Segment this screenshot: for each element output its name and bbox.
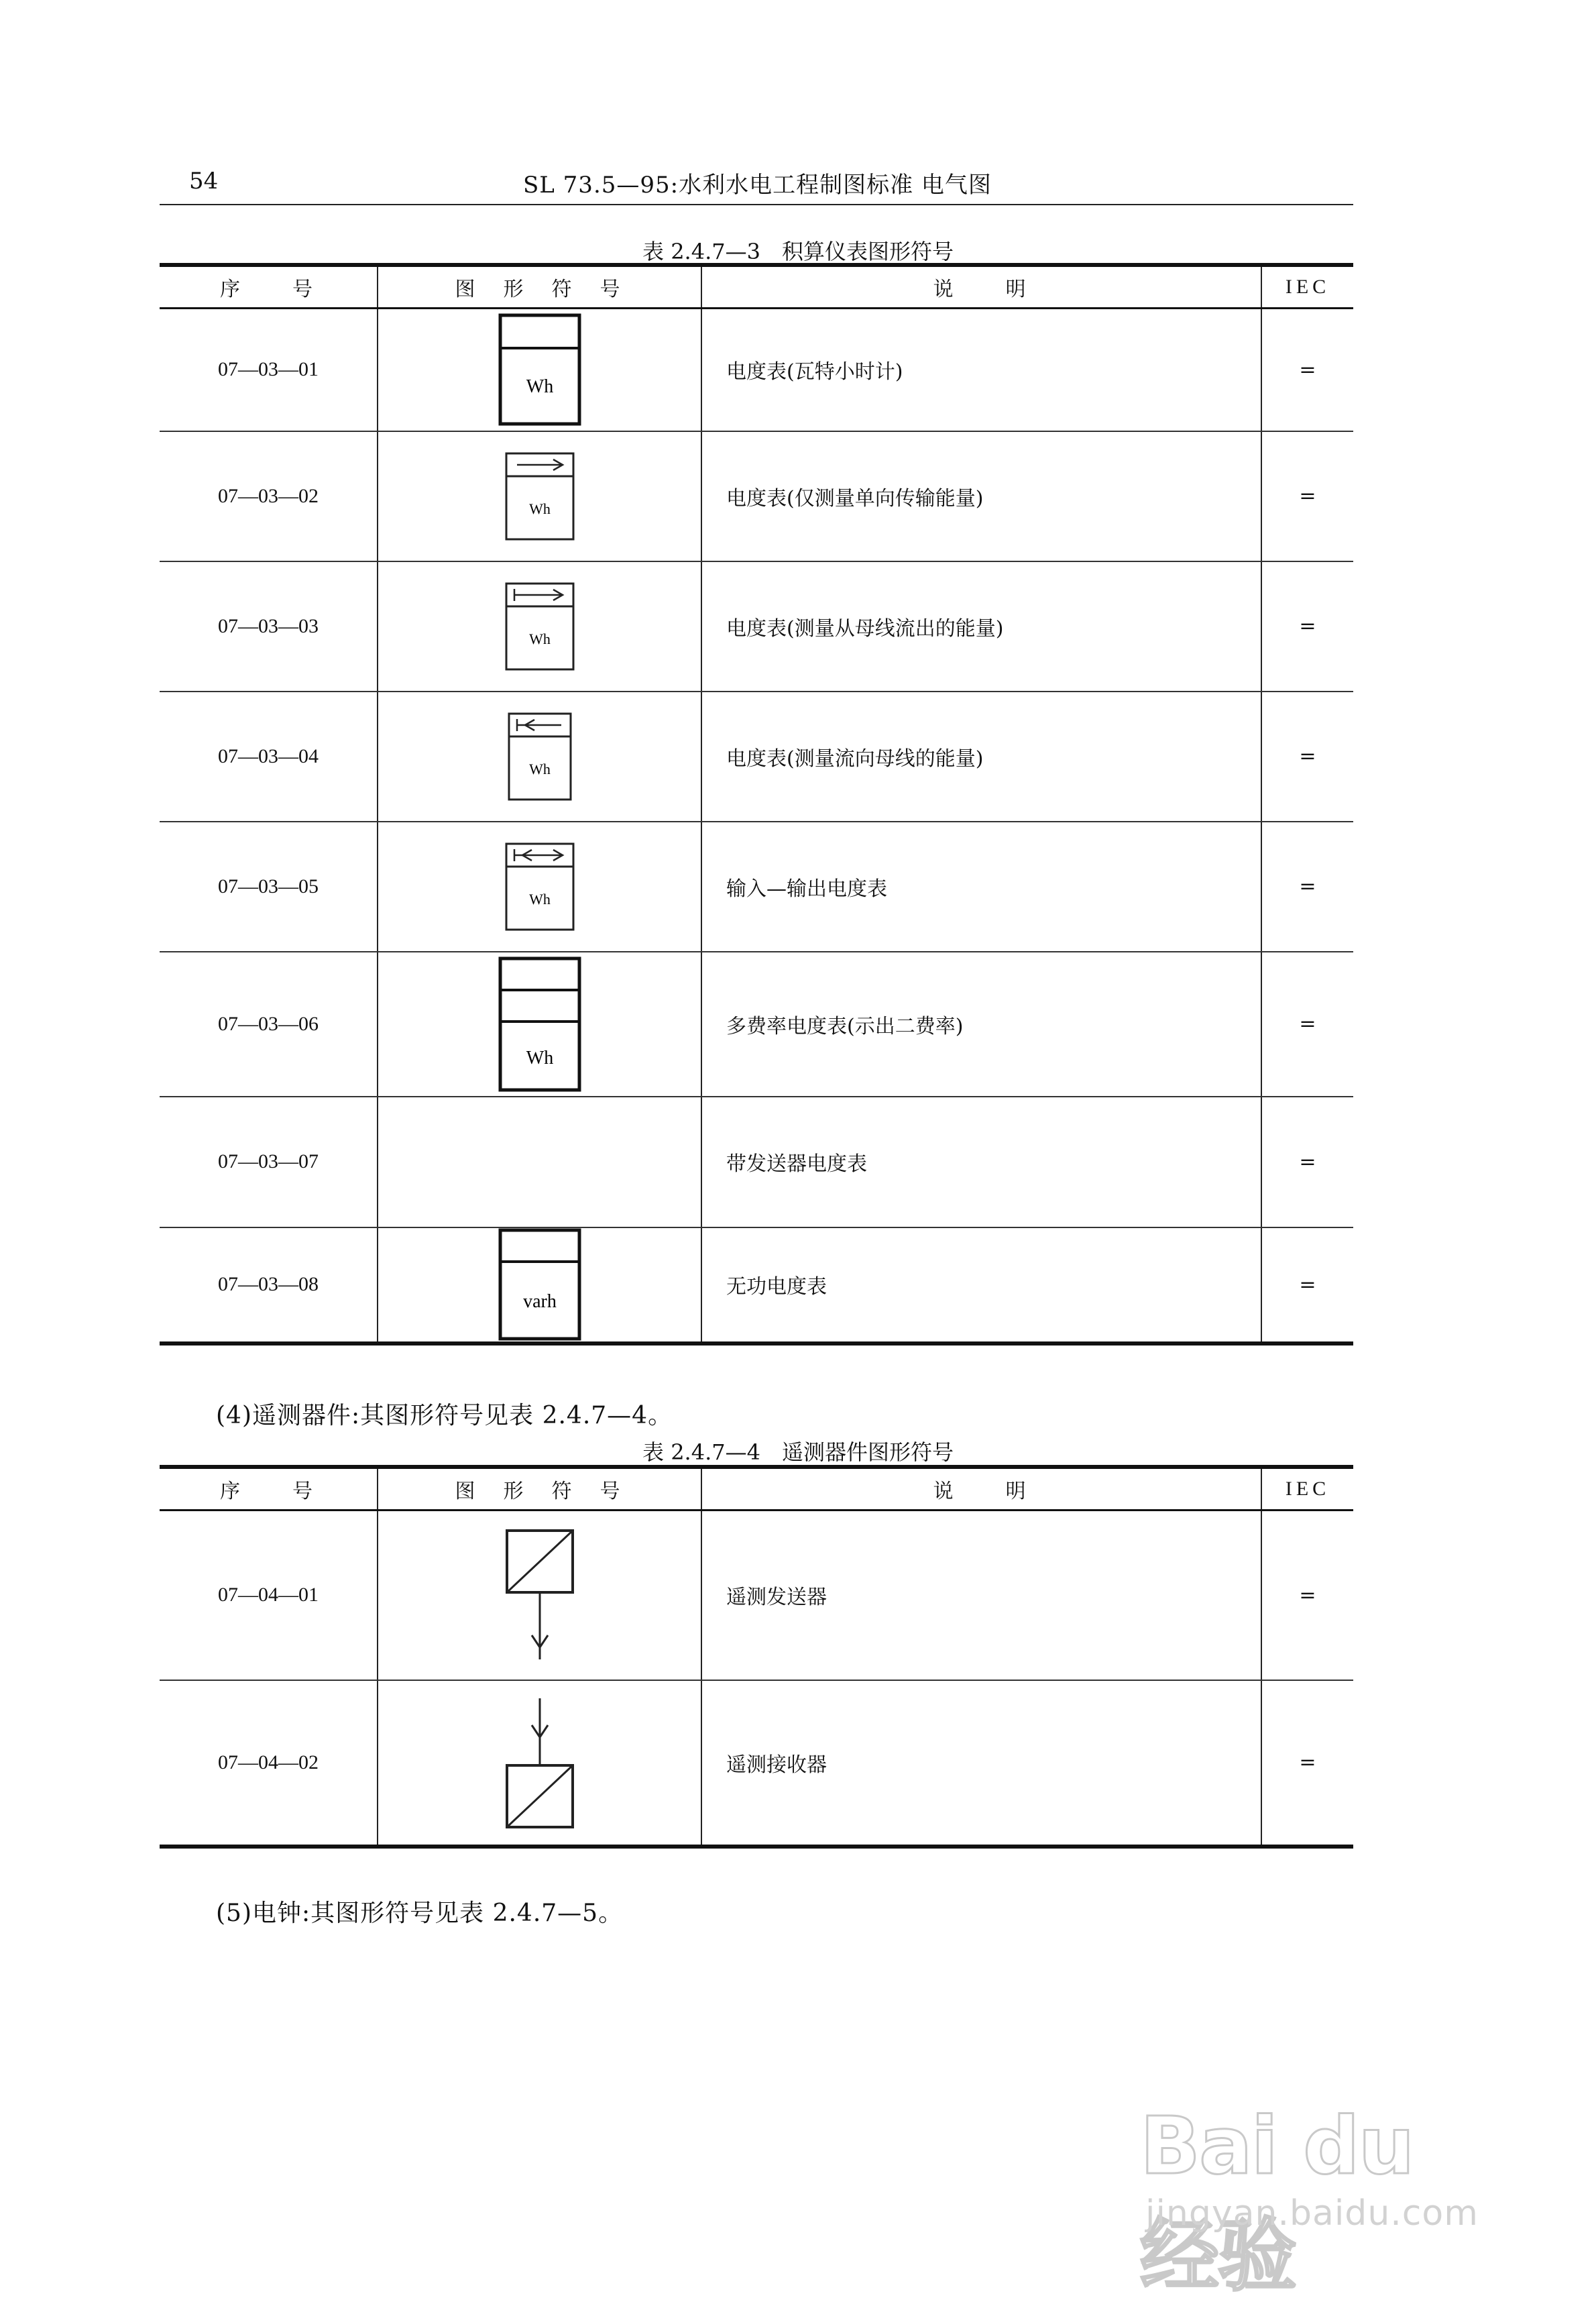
row-description: 输入—输出电度表 <box>701 822 1261 952</box>
symbol-cell <box>378 309 701 431</box>
row-iec: = <box>1261 822 1353 952</box>
table-row <box>160 309 1353 431</box>
table2-caption: 表 2.4.7—4 遥测器件图形符号 <box>642 1439 954 1465</box>
row-code: 07—03—01 <box>160 309 378 431</box>
watermark-brand: Bai du 经验 <box>1140 2099 1414 2302</box>
symbol-cell <box>378 1227 701 1343</box>
row-iec: = <box>1261 1097 1353 1227</box>
telemetry-transmitter-icon <box>503 1528 577 1662</box>
row-code: 07—03—05 <box>160 822 378 952</box>
row-code: 07—03—06 <box>160 952 378 1097</box>
symbol-cell <box>378 1511 701 1680</box>
multi-rate-meter-icon <box>498 956 581 1092</box>
symbol-cell <box>378 692 701 822</box>
symbol-cell <box>378 822 701 952</box>
row-description: 电度表(仅测量单向传输能量) <box>701 431 1261 561</box>
table-row <box>160 952 1353 1097</box>
col-header-number: 序 号 <box>160 265 378 309</box>
varh-meter-icon <box>498 1228 581 1341</box>
symbol-cell <box>378 431 701 561</box>
col-header-description: 说 明 <box>701 265 1261 309</box>
outgoing-energy-meter-icon <box>505 582 575 671</box>
table-row <box>160 561 1353 692</box>
telemetry-receiver-icon <box>503 1696 577 1830</box>
row-iec: = <box>1299 1272 1316 1297</box>
wh-label: Wh <box>526 1047 553 1068</box>
col-header-number: 序 号 <box>160 1467 378 1511</box>
row-description: 电度表(瓦特小时计) <box>701 309 1261 431</box>
row-description: 电度表(测量从母线流出的能量) <box>701 561 1261 692</box>
table-row <box>160 1097 1353 1227</box>
symbol-cell-empty <box>378 1097 701 1227</box>
row-description: 多费率电度表(示出二费率) <box>701 952 1261 1097</box>
table-telemetry-devices <box>160 1465 1353 1849</box>
col-header-iec: IEC <box>1261 265 1353 309</box>
wh-label: Wh <box>528 500 551 517</box>
wh-label: Wh <box>528 890 551 908</box>
one-way-energy-meter-icon <box>505 452 575 541</box>
row-code: 07—03—07 <box>160 1097 378 1227</box>
watermark-url: jingyan.baidu.com <box>1145 2193 1479 2234</box>
row-code: 07—03—02 <box>160 431 378 561</box>
row-code: 07—03—03 <box>160 561 378 692</box>
row-description: 电度表(测量流向母线的能量) <box>701 692 1261 822</box>
row-description: 遥测发送器 <box>701 1511 1261 1680</box>
table-header-row <box>160 1467 1353 1511</box>
col-header-iec: IEC <box>1261 1467 1353 1511</box>
table-row <box>160 1511 1353 1680</box>
table-row <box>160 692 1353 822</box>
symbol-cell <box>378 952 701 1097</box>
table-integrating-instruments <box>160 263 1353 1346</box>
table-header-row <box>160 265 1353 309</box>
wh-label: Wh <box>526 376 553 398</box>
paragraph-electric-clock: (5)电钟:其图形符号见表 2.4.7—5。 <box>216 1900 624 1927</box>
row-iec: = <box>1299 1751 1316 1774</box>
header-rule <box>160 204 1353 205</box>
input-output-energy-meter-icon <box>505 842 575 931</box>
col-header-symbol: 图 形 符 号 <box>378 265 701 309</box>
wh-label: Wh <box>528 760 551 777</box>
baidu-watermark <box>1140 2073 1516 2302</box>
row-iec: = <box>1261 692 1353 822</box>
col-header-symbol: 图 形 符 号 <box>378 1467 701 1511</box>
row-iec: = <box>1261 952 1353 1097</box>
row-code: 07—04—01 <box>160 1511 378 1680</box>
page-number: 54 <box>189 168 219 195</box>
row-description: 无功电度表 <box>701 1227 1261 1343</box>
row-description: 遥测接收器 <box>701 1680 1261 1847</box>
col-header-description: 说 明 <box>701 1467 1261 1511</box>
row-iec: = <box>1261 309 1353 431</box>
varh-label: varh <box>522 1291 557 1312</box>
symbol-cell <box>378 561 701 692</box>
row-iec: = <box>1261 561 1353 692</box>
table-row <box>160 1227 1353 1343</box>
row-iec: = <box>1261 431 1353 561</box>
incoming-energy-meter-icon <box>508 712 572 801</box>
row-code: 07—03—04 <box>160 692 378 822</box>
wh-label: Wh <box>528 630 551 647</box>
table1-caption: 表 2.4.7—3 积算仪表图形符号 <box>642 239 954 264</box>
row-code: 07—04—02 <box>160 1680 378 1847</box>
table-row <box>160 822 1353 952</box>
running-head: SL 73.5—95:水利水电工程制图标准 电气图 <box>523 172 992 199</box>
row-iec: = <box>1261 1511 1353 1680</box>
symbol-cell <box>378 1680 701 1847</box>
watt-hour-meter-icon <box>498 313 581 426</box>
paragraph-telemetry: (4)遥测器件:其图形符号见表 2.4.7—4。 <box>216 1402 673 1429</box>
table-row <box>160 431 1353 561</box>
table-row <box>160 1680 1353 1847</box>
row-code: 07—03—08 <box>160 1227 378 1343</box>
row-description: 带发送器电度表 <box>701 1097 1261 1227</box>
